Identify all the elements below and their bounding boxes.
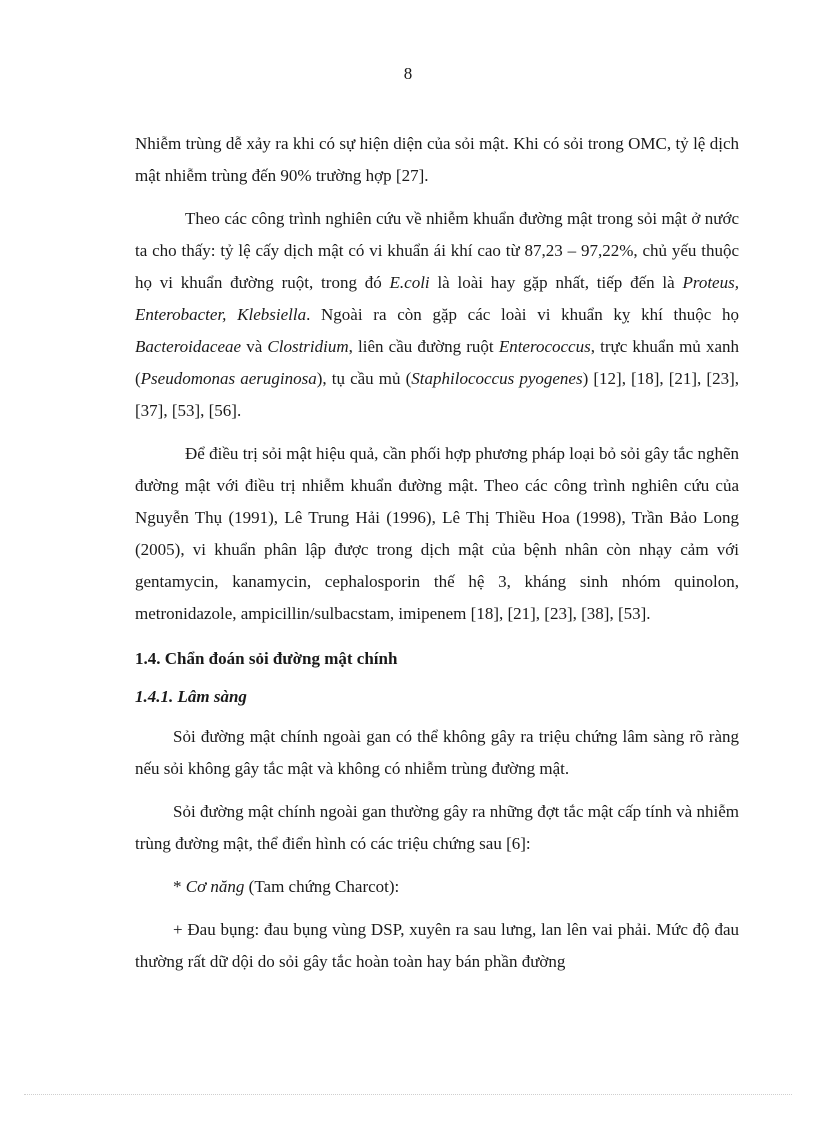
paragraph-infection: Nhiễm trùng dễ xảy ra khi có sự hiện diện của sỏi mật. Khi có sỏi trong OMC, tỷ lệ dịch mật nhiễm trùng đến 90% trường hợp [27].	[135, 134, 739, 185]
paragraph-abdominal-pain: + Đau bụng: đau bụng vùng DSP, xuyên ra sau lưng, lan lên vai phải. Mức độ đau thường rất dữ dội do sỏi gây tắc hoàn toàn hay bán phần đường	[135, 920, 739, 971]
page-number: 8	[403, 64, 413, 83]
paragraph-asymptomatic: Sỏi đường mật chính ngoài gan có thể không gây ra triệu chứng lâm sàng rõ ràng nếu sỏi không gây tắc mật và không có nhiễm trùng đường mật.	[135, 727, 739, 778]
paragraph-functional-symptoms: * Cơ năng (Tam chứng Charcot):	[173, 877, 400, 896]
page-footer-divider	[24, 1094, 792, 1095]
paragraph-bacteria-studies: Theo các công trình nghiên cứu về nhiễm khuẩn đường mật trong sỏi mật ở nước ta cho thấy: tỷ lệ cấy dịch mật có vi khuẩn ái khí cao từ 87,23 – 97,22%, chủ yếu thuộc họ vi khuẩn đường ruột, trong đó E.coli là loài hay gặp nhất, tiếp đến là Proteus, Enterobacter, Klebsiella. Ngoài ra còn gặp các loài vi khuẩn kỵ khí thuộc họ Bacteroidaceae và Clostridium, liên cầu đường ruột Enterococcus, trực khuẩn mủ xanh (Pseudomonas aeruginosa), tụ cầu mủ (Staphilococcus pyogenes) [12], [18], [21], [23], [37], [53], [56].	[135, 209, 740, 420]
document-body	[135, 128, 739, 978]
paragraph-acute-episodes: Sỏi đường mật chính ngoài gan thường gây ra những đợt tắc mật cấp tính và nhiễm trùng đường mật, thể điển hình có các triệu chứng sau [6]:	[135, 802, 739, 853]
paragraph-treatment: Để điều trị sỏi mật hiệu quả, cần phối hợp phương pháp loại bỏ sỏi gây tắc nghẽn đường mật với điều trị nhiễm khuẩn đường mật. Theo các công trình nghiên cứu của Nguyễn Thụ (1991), Lê Trung Hải (1996), Lê Thị Thiều Hoa (1998), Trần Bảo Long (2005), vi khuẩn phân lập được trong dịch mật của bệnh nhân còn nhạy cảm với gentamycin, kanamycin, cephalosporin thế hệ 3, kháng sinh nhóm quinolon, metronidazole, ampicillin/sulbacstam, imipenem [18], [21], [23], [38], [53].	[135, 444, 739, 623]
section-heading: 1.4. Chẩn đoán sỏi đường mật chính	[135, 649, 398, 668]
subsection-heading: 1.4.1. Lâm sàng	[135, 687, 247, 706]
